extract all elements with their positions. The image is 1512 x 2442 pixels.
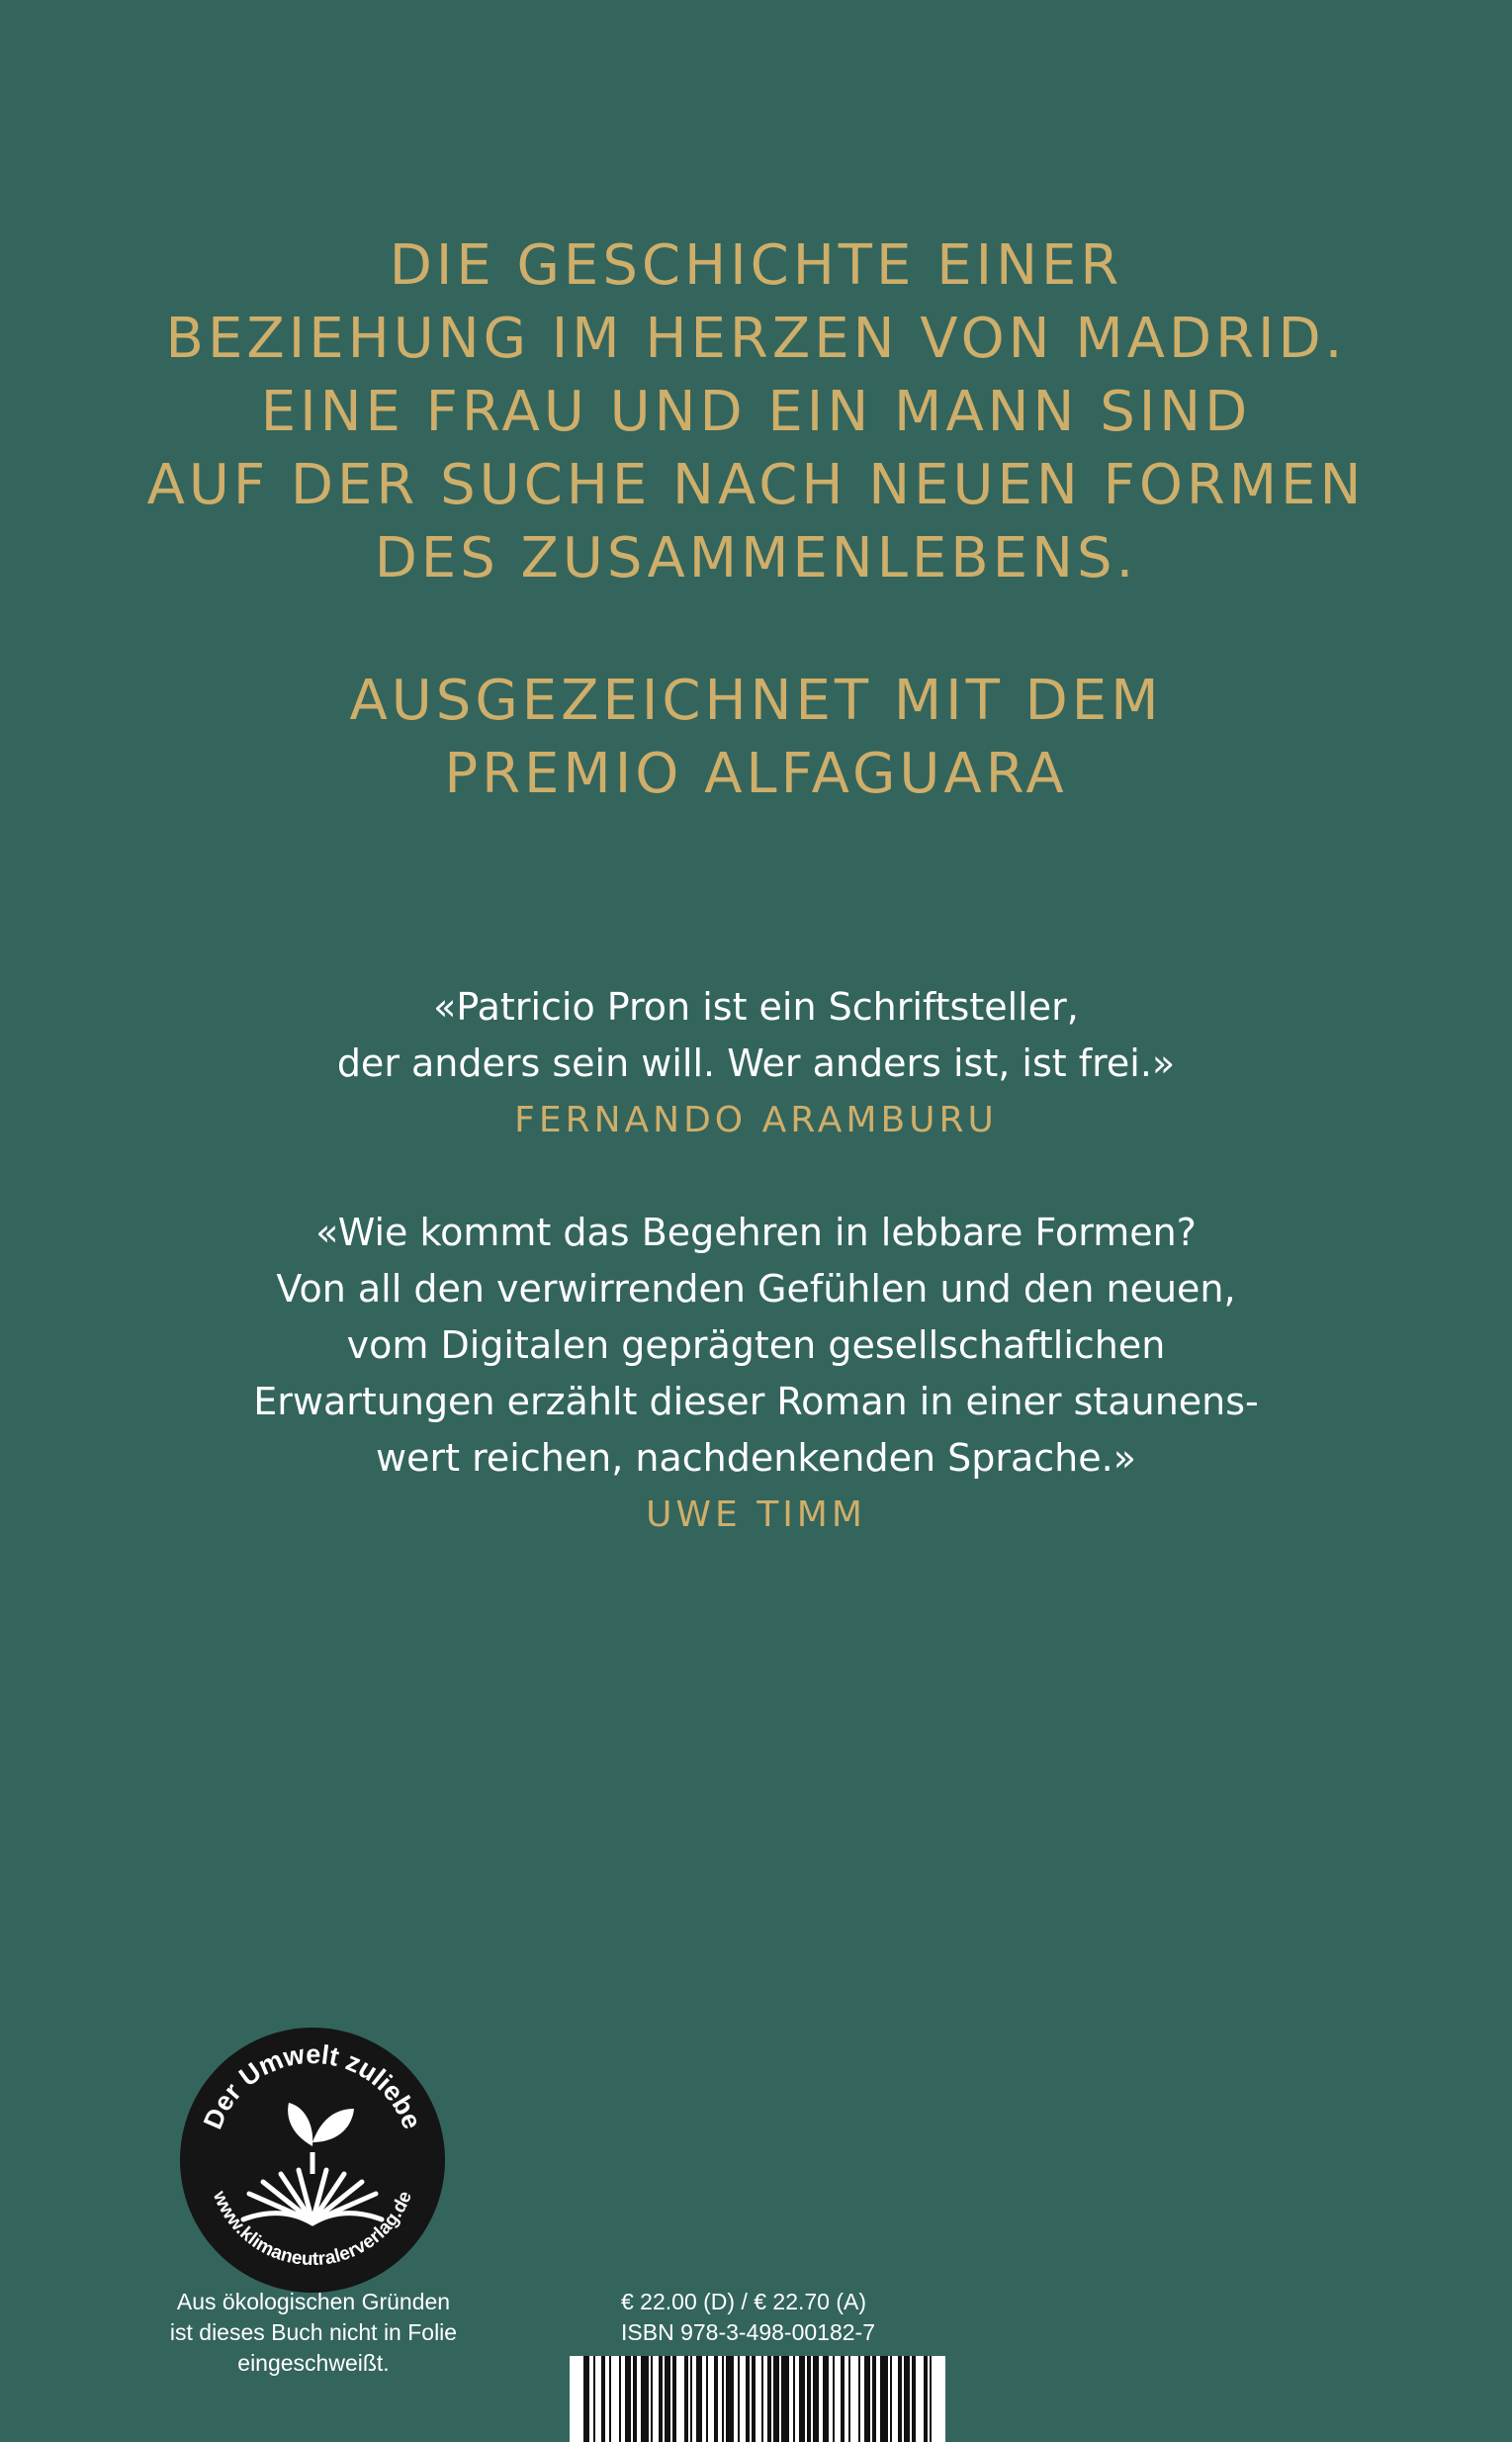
- quote-timm: [0, 1205, 1512, 1544]
- barcode-bar: [858, 2356, 860, 2442]
- blurb-line: AUF DER SUCHE NACH NEUEN FORMEN: [146, 453, 1366, 517]
- barcode-bar: [593, 2356, 595, 2442]
- barcode-bar: [722, 2356, 724, 2442]
- barcode-bar: [726, 2356, 734, 2442]
- barcode-bar: [619, 2356, 621, 2442]
- barcode-bar: [799, 2356, 805, 2442]
- quote-aramburu: [0, 979, 1512, 1149]
- barcode-bar: [706, 2356, 708, 2442]
- barcode-bar: [872, 2356, 876, 2442]
- eco-note-line: ist dieses Buch nicht in Folie: [169, 2319, 458, 2345]
- barcode-bar: [898, 2356, 902, 2442]
- eco-note: [140, 2287, 487, 2379]
- barcode-bar: [781, 2356, 789, 2442]
- blurb-line: DIE GESCHICHTE EINER: [389, 233, 1123, 298]
- barcode-bar: [746, 2356, 750, 2442]
- barcode-bar: [651, 2356, 653, 2442]
- badge-top-text: Der Umwelt zuliebe: [197, 2038, 428, 2133]
- barcode: [570, 2356, 945, 2442]
- badge-bottom-text: www.klimaneutralerverlag.de: [208, 2188, 416, 2271]
- quote-author: UWE TIMM: [646, 1494, 866, 1535]
- barcode-bar: [738, 2356, 740, 2442]
- barcode-bar: [880, 2356, 888, 2442]
- barcode-bar: [807, 2356, 811, 2442]
- price-block: [621, 2287, 1036, 2348]
- barcode-bar: [672, 2356, 676, 2442]
- quote-line: «Wie kommt das Begehren in lebbare Formen?: [315, 1211, 1197, 1254]
- quote-line: «Patricio Pron ist ein Schriftsteller,: [433, 985, 1079, 1029]
- barcode-bar: [793, 2356, 795, 2442]
- barcode-bar: [767, 2356, 771, 2442]
- barcode-bar: [904, 2356, 910, 2442]
- barcode-bar: [761, 2356, 763, 2442]
- barcode-bar: [833, 2356, 835, 2442]
- barcode-bar: [813, 2356, 819, 2442]
- quote-line: wert reichen, nachdenkenden Sprache.»: [376, 1436, 1136, 1480]
- barcode-bar: [823, 2356, 829, 2442]
- barcode-bar: [930, 2356, 932, 2442]
- quote-author: FERNANDO ARAMBURU: [514, 1100, 998, 1140]
- barcode-bar: [848, 2356, 850, 2442]
- book-leaf-icon: [178, 2026, 447, 2295]
- barcode-bar: [659, 2356, 663, 2442]
- barcode-bar: [714, 2356, 718, 2442]
- award-text: [0, 665, 1512, 811]
- barcode-bar: [625, 2356, 631, 2442]
- barcode-bar: [601, 2356, 605, 2442]
- barcode-bar: [773, 2356, 779, 2442]
- barcode-bar: [633, 2356, 637, 2442]
- eco-note-line: Aus ökologischen Gründen: [176, 2289, 451, 2314]
- isbn-line: ISBN 978-3-498-00182-7: [621, 2319, 875, 2345]
- quote-line: Von all den verwirrenden Gefühlen und den neuen,: [276, 1267, 1236, 1311]
- barcode-bar: [890, 2356, 892, 2442]
- barcode-bar: [696, 2356, 702, 2442]
- barcode-bar: [684, 2356, 688, 2442]
- award-line: AUSGEZEICHNET MIT DEM: [349, 669, 1163, 733]
- blurb-text: [0, 229, 1512, 595]
- eco-badge: [178, 2026, 447, 2295]
- barcode-bar: [690, 2356, 692, 2442]
- price-line: € 22.00 (D) / € 22.70 (A): [621, 2289, 867, 2314]
- quote-line: der anders sein will. Wer anders ist, ist frei.»: [336, 1041, 1176, 1085]
- barcode-icon: [570, 2356, 945, 2442]
- barcode-bar: [924, 2356, 928, 2442]
- award-line: PREMIO ALFAGUARA: [444, 742, 1068, 806]
- barcode-bar: [864, 2356, 870, 2442]
- quote-line: Erwartungen erzählt dieser Roman in einer staunens-: [253, 1380, 1259, 1423]
- blurb-line: EINE FRAU UND EIN MANN SIND: [260, 380, 1252, 444]
- barcode-bar: [912, 2356, 916, 2442]
- blurb-line: BEZIEHUNG IM HERZEN VON MADRID.: [165, 307, 1347, 371]
- quote-line: vom Digitalen geprägten gesellschaftlichen: [346, 1323, 1166, 1367]
- eco-note-line: eingeschweißt.: [237, 2350, 390, 2376]
- barcode-bar: [665, 2356, 670, 2442]
- barcode-bar: [641, 2356, 649, 2442]
- barcode-bar: [609, 2356, 611, 2442]
- barcode-bar: [752, 2356, 756, 2442]
- barcode-bar: [841, 2356, 845, 2442]
- barcode-bar: [583, 2356, 589, 2442]
- blurb-line: DES ZUSAMMENLEBENS.: [374, 526, 1138, 590]
